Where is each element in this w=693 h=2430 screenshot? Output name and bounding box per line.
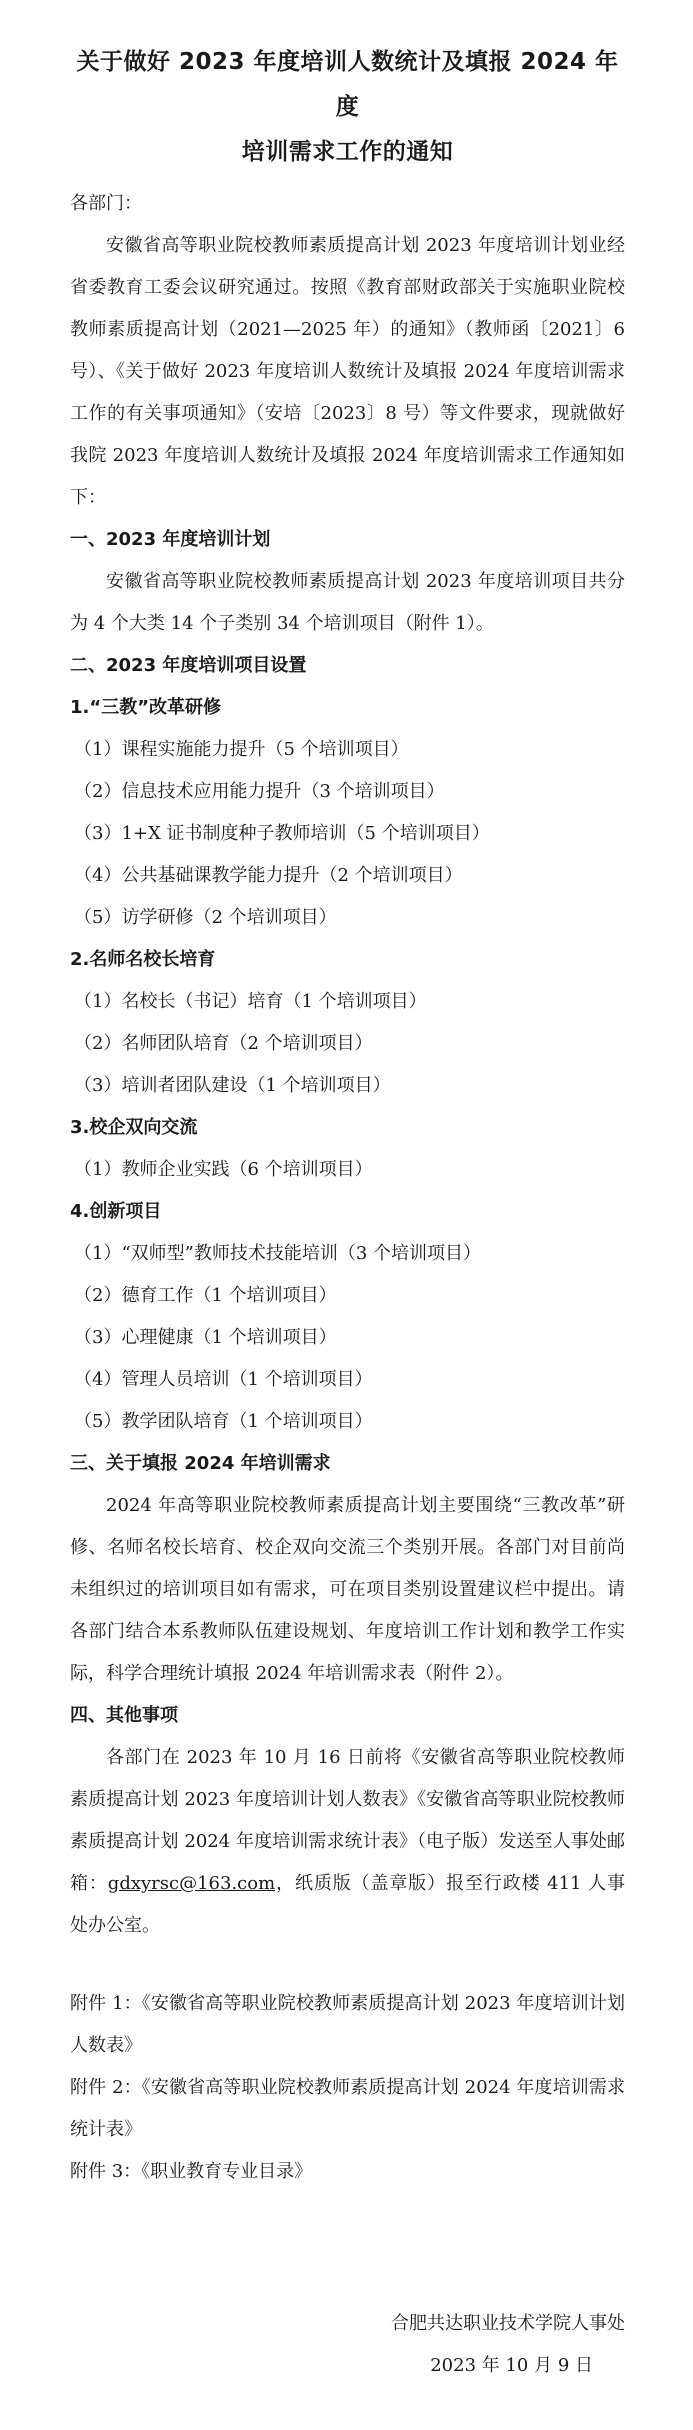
section-3-text: 2024 年高等职业院校教师素质提高计划主要围绕“三教改革”研修、名师名校长培育、校企双向交流三个类别开展。各部门对目前尚未组织过的培训项目如有需求，可在项目类别设置建议栏中提出。请各部门结合本系教师队伍建设规划、年度培训工作计划和教学工作实际，科学合理统计填报 2024 年培训需求表（附件 2）。 — [70, 1495, 625, 1684]
salutation: 各部门： — [70, 193, 142, 214]
section-3-heading: 三、关于填报 2024 年培训需求 — [70, 1453, 331, 1474]
group-4-item: （2）德育工作（1 个培训项目） — [74, 1285, 337, 1306]
group-1-item: （3）1+X 证书制度种子教师培训（5 个培训项目） — [74, 823, 490, 844]
issuer-signature: 合肥共达职业技术学院人事处 — [391, 2313, 625, 2334]
group-1-item: （4）公共基础课教学能力提升（2 个培训项目） — [74, 865, 463, 886]
section-1-text: 安徽省高等职业院校教师素质提高计划 2023 年度培训项目共分为 4 个大类 14 个子类别 34 个培训项目（附件 1）。 — [70, 571, 625, 634]
attachment-2: 附件 2：《安徽省高等职业院校教师素质提高计划 2024 年度培训需求统计表》 — [70, 2077, 625, 2140]
title-line-1: 关于做好 2023 年度培训人数统计及填报 2024 年度 — [76, 49, 619, 120]
group-4-item: （5）教学团队培育（1 个培训项目） — [74, 1411, 373, 1432]
title-line-2: 培训需求工作的通知 — [241, 139, 454, 165]
section-4-text — [70, 1737, 625, 1947]
group-1-item: （1）课程实施能力提升（5 个培训项目） — [74, 739, 409, 760]
section-4-heading: 四、其他事项 — [70, 1705, 178, 1726]
group-2-item: （3）培训者团队建设（1 个培训项目） — [74, 1075, 391, 1096]
group-4-item: （4）管理人员培训（1 个培训项目） — [74, 1369, 373, 1390]
section-4-text-after-email: ，纸质版（盖章版）报至行政楼 411 人事处办公室。 — [70, 1873, 625, 1936]
group-2-item: （2）名师团队培育（2 个培训项目） — [74, 1033, 373, 1054]
group-4-item: （1）“双师型”教师技术技能培训（3 个培训项目） — [74, 1243, 482, 1264]
document-title — [70, 40, 625, 175]
section-4-text-before-email: 各部门在 2023 年 10 月 16 日前将《安徽省高等职业院校教师素质提高计划 2023 年度培训计划人数表》《安徽省高等职业院校教师素质提高计划 2024 年度培训需求统计表》（电子版）发送至人事处邮箱： — [70, 1747, 625, 1894]
group-1-heading: 1.“三教”改革研修 — [70, 697, 222, 718]
group-1-item: （2）信息技术应用能力提升（3 个培训项目） — [74, 781, 445, 802]
spacer — [70, 1947, 625, 1983]
group-3-heading: 3.校企双向交流 — [70, 1117, 198, 1138]
group-4-item: （3）心理健康（1 个培训项目） — [74, 1327, 337, 1348]
email-link[interactable]: gdxyrsc@163.com — [107, 1873, 276, 1894]
group-3-item: （1）教师企业实践（6 个培训项目） — [74, 1159, 373, 1180]
attachment-1: 附件 1：《安徽省高等职业院校教师素质提高计划 2023 年度培训计划人数表》 — [70, 1993, 625, 2056]
group-4-heading: 4.创新项目 — [70, 1201, 162, 1222]
group-2-item: （1）名校长（书记）培育（1 个培训项目） — [74, 991, 427, 1012]
intro-paragraph: 安徽省高等职业院校教师素质提高计划 2023 年度培训计划业经省委教育工委会议研究通过。按照《教育部财政部关于实施职业院校教师素质提高计划（2021—2025 年）的通知》（教师函〔2021〕6 号）、《关于做好 2023 年度培训人数统计及填报 2024 年度培训需求工作的有关事项通知》（安培〔2023〕8 号）等文件要求，现就做好我院 2023 年度培训人数统计及填报 2024 年度培训需求工作通知如下： — [70, 235, 625, 508]
notice-document — [70, 40, 625, 2387]
issue-date: 2023 年 10 月 9 日 — [430, 2355, 593, 2376]
group-1-item: （5）访学研修（2 个培训项目） — [74, 907, 337, 928]
section-2-heading: 二、2023 年度培训项目设置 — [70, 655, 307, 676]
section-1-heading: 一、2023 年度培训计划 — [70, 529, 271, 550]
attachment-3: 附件 3：《职业教育专业目录》 — [70, 2161, 313, 2182]
spacer — [70, 2193, 625, 2303]
group-2-heading: 2.名师名校长培育 — [70, 949, 216, 970]
